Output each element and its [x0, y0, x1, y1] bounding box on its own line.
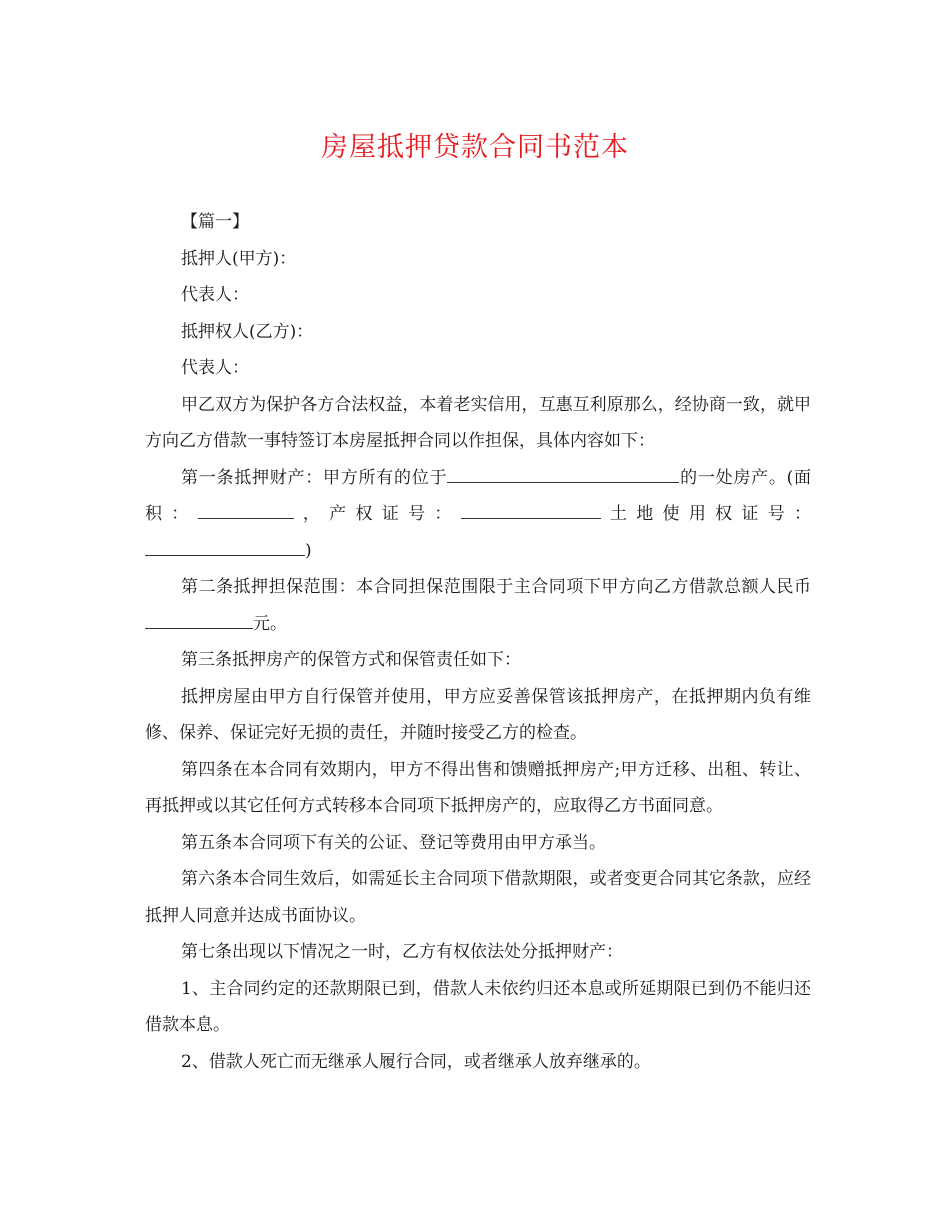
article-4: 第四条在本合同有效期内，甲方不得出售和馈赠抵押房产;甲方迁移、出租、转让、再抵押或以其它任何方式转移本合同项下抵押房产的，应取得乙方书面同意。: [145, 759, 811, 816]
mortgagor-line: 抵押人(甲方)：: [181, 248, 297, 269]
document-title: 房屋抵押贷款合同书范本: [321, 132, 629, 163]
article-7-item-2: 2、借款人死亡而无继承人履行合同，或者继承人放弃继承的。: [181, 1051, 651, 1072]
article-6: 第六条本合同生效后，如需延长主合同项下借款期限，或者变更合同其它条款，应经抵押人同意并达成书面协议。: [145, 869, 811, 926]
article-1-text-c: ，产权证号：: [293, 504, 461, 524]
land-certificate-blank: [145, 537, 305, 556]
article-1-text-d: 土地使用权证号：: [600, 504, 812, 524]
section-heading: 【篇一】: [181, 212, 249, 232]
representative-line-2: 代表人：: [181, 358, 249, 378]
mortgagee-line: 抵押权人(乙方)：: [181, 321, 314, 342]
article-2-text-b: 元。: [253, 613, 287, 634]
area-blank: [198, 500, 294, 519]
document-body: [145, 204, 811, 1080]
article-1-text-a: 第一条抵押财产：甲方所有的位于: [181, 467, 448, 488]
article-3: 第三条抵押房产的保管方式和保管责任如下：: [181, 650, 521, 670]
intro-paragraph: 甲乙双方为保护各方合法权益，本着老实信用，互惠互利原那么，经协商一致，就甲方向乙方借款一事特签订本房屋抵押合同以作担保，具体内容如下：: [145, 394, 811, 451]
article-7-item-1: 1、主合同约定的还款期限已到，借款人未依约归还本息或所延期限已到仍不能归还借款本息。: [145, 978, 811, 1035]
article-2-text-a: 第二条抵押担保范围：本合同担保范围限于主合同项下甲方向乙方借款总额人民币: [181, 577, 811, 597]
article-3-detail: 抵押房屋由甲方自行保管并使用，甲方应妥善保管该抵押房产，在抵押期内负有维修、保养、保证完好无损的责任，并随时接受乙方的检查。: [145, 686, 811, 743]
representative-line-1: 代表人：: [181, 285, 249, 305]
article-2: [145, 569, 811, 642]
article-7: 第七条出现以下情况之一时，乙方有权依法处分抵押财产：: [181, 942, 623, 962]
article-1: [145, 460, 811, 570]
article-1-text-e: ): [305, 540, 312, 561]
article-1-text-b: 的一处房产。(面积：: [145, 467, 811, 524]
article-5: 第五条本合同项下有关的公证、登记等费用由甲方承当。: [181, 832, 606, 853]
property-certificate-blank: [461, 500, 601, 519]
location-blank: [447, 464, 679, 483]
amount-blank: [145, 610, 253, 629]
